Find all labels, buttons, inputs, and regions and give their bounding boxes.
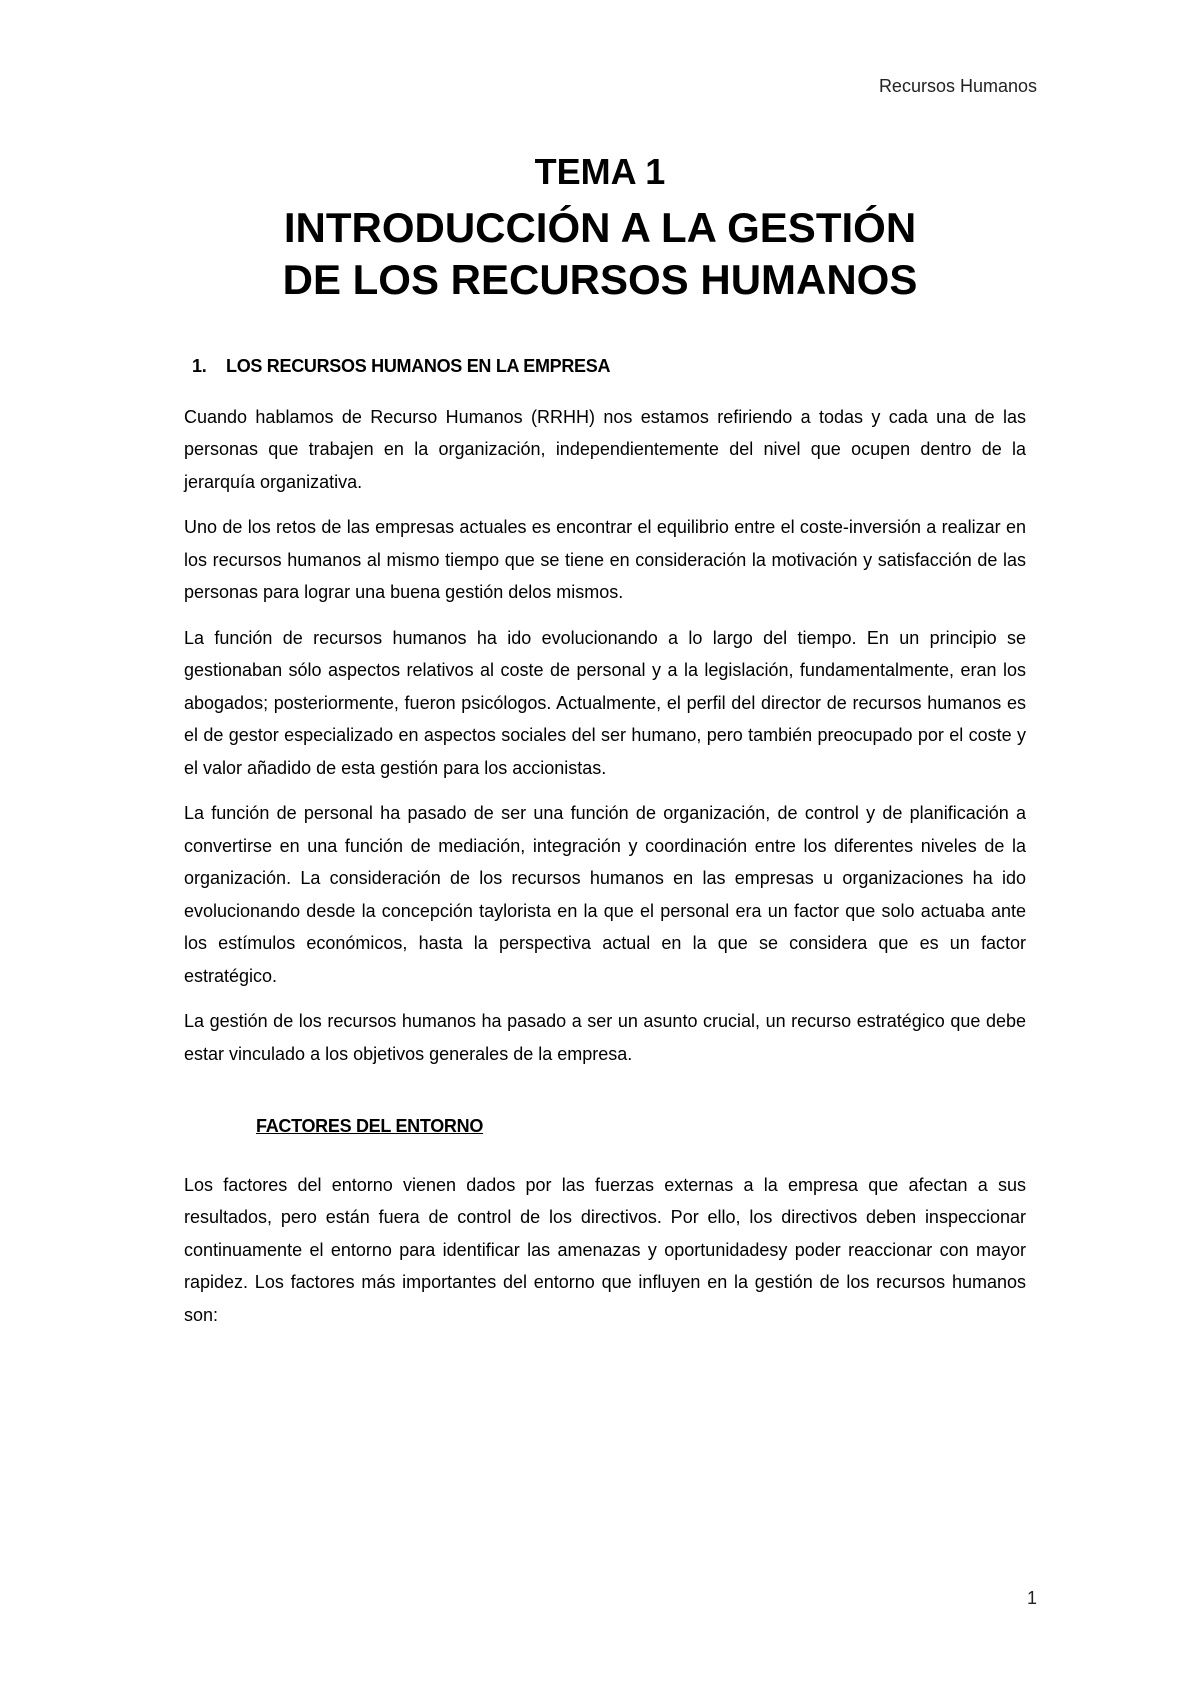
document-body [184,350,1026,1344]
title-block [0,150,1200,306]
chapter-title-line-2: DE LOS RECURSOS HUMANOS [282,256,918,303]
page-number: 1 [1026,1588,1037,1608]
paragraph-rrhh-definition: Cuando hablamos de Recurso Humanos (RRHH) nos estamos refiriendo a todas y cada una de las personas que trabajen en la organización, independientemente del nivel que ocupen dentro de la jerarquía organizativa. [184,406,1026,492]
section-heading [192,350,1026,383]
paragraph-retos: Uno de los retos de las empresas actuales es encontrar el equilibrio entre el coste-inversión a realizar en los recursos humanos al mismo tiempo que se tiene en consideración la motivación y satisfacción de las personas para lograr una buena gestión delos mismos. [184,517,1026,602]
paragraph-funcion-personal: La función de personal ha pasado de ser una función de organización, de control y de planificación a convertirse en una función de mediación, integración y coordinación entre los diferentes niveles de la organización. La consideración de los recursos humanos en las empresas u organizaciones ha ido evolucionando desde la concepción taylorista en la que el personal era un factor que solo actuaba ante los estímulos económicos, hasta la perspectiva actual en la que se considera que es un factor estratégico. [184,803,1026,986]
chapter-number: TEMA 1 [534,151,666,192]
section-number: 1. [192,356,207,376]
paragraph-evolucion: La función de recursos humanos ha ido evolucionando a lo largo del tiempo. En un principio se gestionaban sólo aspectos relativos al coste de personal y a la legislación, fundamentalmente, eran los abogados; posteriormente, fueron psicólogos. Actualmente, el perfil del director de recursos humanos es el de gestor especializado en aspectos sociales del ser humano, pero también preocupado por el coste y el valor añadido de esta gestión para los accionistas. [184,627,1026,778]
subheading-factores: FACTORES DEL ENTORNO [256,1116,484,1136]
paragraph-factores: Los factores del entorno vienen dados por las fuerzas externas a la empresa que afectan a sus resultados, pero están fuera de control de los directivos. Por ello, los directivos deben inspeccionar continuamente el entorno para identificar las amenazas y oportunidadesy poder reaccionar con mayor rapidez. Los factores más importantes del entorno que influyen en la gestión de los recursos humanos son: [184,1174,1026,1325]
paragraph-gestion-crucial: La gestión de los recursos humanos ha pasado a ser un asunto crucial, un recurso estratégico que debe estar vinculado a los objetivos generales de la empresa. [184,1011,1026,1064]
chapter-title-line-1: INTRODUCCIÓN A LA GESTIÓN [283,204,917,251]
section-title: LOS RECURSOS HUMANOS EN LA EMPRESA [226,356,611,376]
running-header: Recursos Humanos [878,76,1037,96]
